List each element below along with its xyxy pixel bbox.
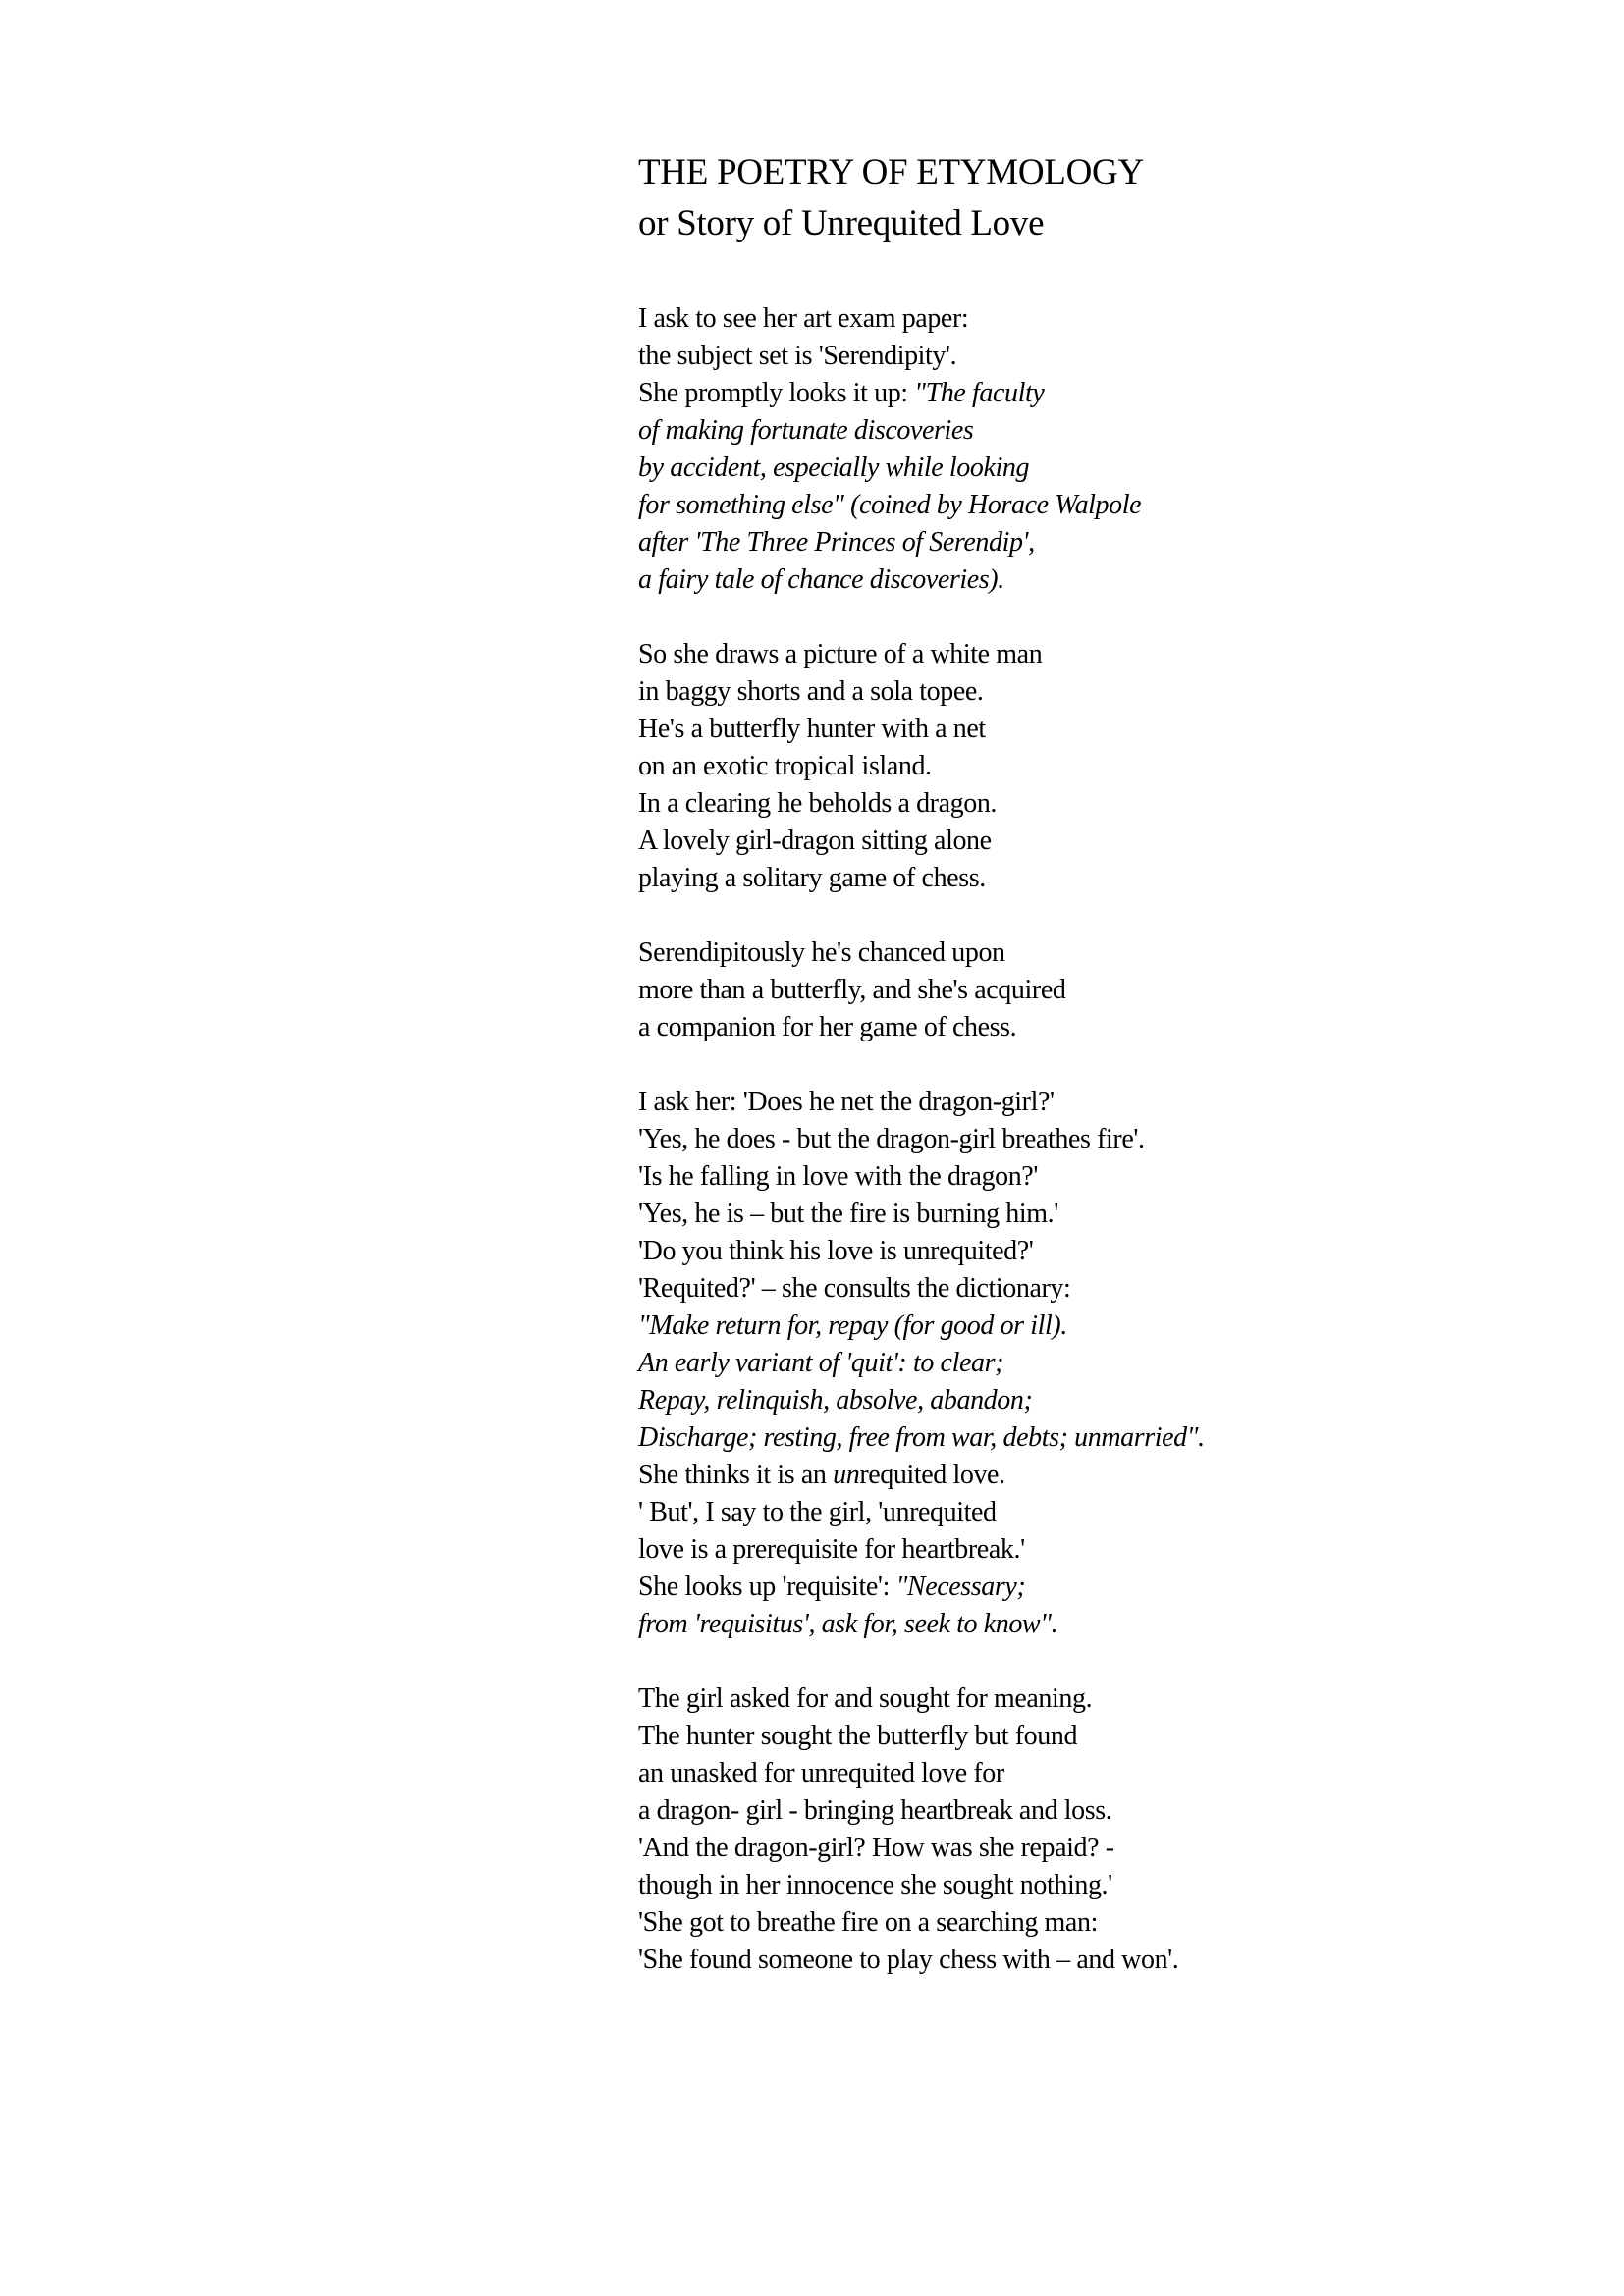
poem-text: Serendipitously he's chanced upon [638,937,1005,968]
poem-text-italic: An early variant of 'quit': to clear; [638,1348,1003,1378]
poem-text-italic: Repay, relinquish, absolve, abandon; [638,1385,1033,1415]
poem-text: a dragon- girl - bringing heartbreak and loss. [638,1795,1112,1826]
poem-line [638,748,1522,785]
poem-line [638,860,1522,897]
stanza-4 [638,1084,1522,1643]
poem-text: 'Requited?' – she consults the dictionary: [638,1273,1071,1304]
poem-line [638,524,1522,561]
poem-line [638,561,1522,599]
poem-line [638,1196,1522,1233]
poem-text-italic: Discharge; resting, free from war, debts; unmarried". [638,1422,1205,1453]
poem-text: I ask to see her art exam paper: [638,303,969,334]
stanza-5 [638,1681,1522,1979]
poem-text: more than a butterfly, and she's acquired [638,975,1066,1005]
poem-text: on an exotic tropical island. [638,751,932,781]
poem-text-italic: a fairy tale of chance discoveries). [638,564,1004,595]
poem-stanzas [638,300,1522,1979]
poem-text: I ask her: 'Does he net the dragon-girl?' [638,1087,1055,1117]
poem-text: ' But', I say to the girl, 'unrequited [638,1497,997,1527]
poem-line [638,1158,1522,1196]
poem-line [638,1419,1522,1457]
poem-line [638,673,1522,711]
poem-line [638,300,1522,338]
poem-line [638,1457,1522,1494]
poem-line [638,1942,1522,1979]
poem-text: So she draws a picture of a white man [638,639,1043,669]
poem-line [638,412,1522,450]
poem-text: In a clearing he beholds a dragon. [638,788,998,819]
poem-line [638,375,1522,412]
poem-title: THE POETRY OF ETYMOLOGY [638,152,1144,192]
poem-text-italic: "Necessary; [895,1572,1026,1602]
poem-line [638,1382,1522,1419]
poem-line [638,1904,1522,1942]
stanza-1 [638,300,1522,599]
poem-line [638,1345,1522,1382]
poem-text-italic: after 'The Three Princes of Serendip', [638,527,1035,558]
poem-text: 'Yes, he does - but the dragon-girl breathes fire'. [638,1124,1145,1154]
poem-text: an unasked for unrequited love for [638,1758,1004,1789]
poem-line [638,338,1522,375]
poem-text-italic: for something else" (coined by Horace Walpole [638,490,1142,520]
stanza-3 [638,934,1522,1046]
poem-line [638,1569,1522,1606]
poem-text: the subject set is 'Serendipity'. [638,341,957,371]
poem-text-italic: "The faculty [914,378,1045,408]
poem-line [638,711,1522,748]
poem-text: He's a butterfly hunter with a net [638,714,986,744]
poem-text: 'Do you think his love is unrequited?' [638,1236,1034,1266]
poem-line [638,1681,1522,1718]
poem-text: She thinks it is an [638,1460,834,1490]
poem-container [638,147,1522,2016]
poem-text-italic: un [833,1460,860,1490]
poem-line [638,1830,1522,1867]
poem-text-italic: "Make return for, repay (for good or ill). [638,1310,1067,1341]
poem-text: The girl asked for and sought for meaning. [638,1683,1093,1714]
poem-line [638,1308,1522,1345]
poem-text: playing a solitary game of chess. [638,863,986,893]
poem-line [638,1792,1522,1830]
poem-line [638,1531,1522,1569]
poem-line [638,1606,1522,1643]
poem-title-block [638,147,1522,249]
poem-line [638,1233,1522,1270]
poem-line [638,450,1522,487]
poem-text: requited love. [859,1460,1005,1490]
poem-line [638,1494,1522,1531]
poem-text: She promptly looks it up: [638,378,915,408]
poem-text-italic: of making fortunate discoveries [638,415,974,446]
poem-line [638,1718,1522,1755]
poem-text-italic: by accident, especially while looking [638,453,1030,483]
poem-text: 'Is he falling in love with the dragon?' [638,1161,1038,1192]
poem-text: 'She found someone to play chess with – and won'. [638,1945,1179,1975]
poem-line [638,636,1522,673]
poem-text: 'And the dragon-girl? How was she repaid? - [638,1833,1114,1863]
poem-text: She looks up 'requisite': [638,1572,896,1602]
poem-text: love is a prerequisite for heartbreak.' [638,1534,1025,1565]
stanza-2 [638,636,1522,897]
poem-line [638,1121,1522,1158]
poem-line [638,823,1522,860]
poem-text-italic: from 'requisitus', ask for, seek to know". [638,1609,1058,1639]
poem-line [638,1084,1522,1121]
poem-text: 'Yes, he is – but the fire is burning him.' [638,1199,1058,1229]
poem-text: a companion for her game of chess. [638,1012,1017,1042]
poem-line [638,1009,1522,1046]
poem-line [638,1755,1522,1792]
poem-line [638,785,1522,823]
poem-subtitle: or Story of Unrequited Love [638,203,1045,243]
poem-line [638,1270,1522,1308]
poem-text: A lovely girl-dragon sitting alone [638,826,992,856]
poem-text: in baggy shorts and a sola topee. [638,676,984,707]
poem-line [638,972,1522,1009]
poem-line [638,934,1522,972]
poem-text: though in her innocence she sought nothing.' [638,1870,1112,1900]
poem-text: 'She got to breathe fire on a searching man: [638,1907,1098,1938]
poem-line [638,487,1522,524]
poem-line [638,1867,1522,1904]
poem-text: The hunter sought the butterfly but found [638,1721,1078,1751]
